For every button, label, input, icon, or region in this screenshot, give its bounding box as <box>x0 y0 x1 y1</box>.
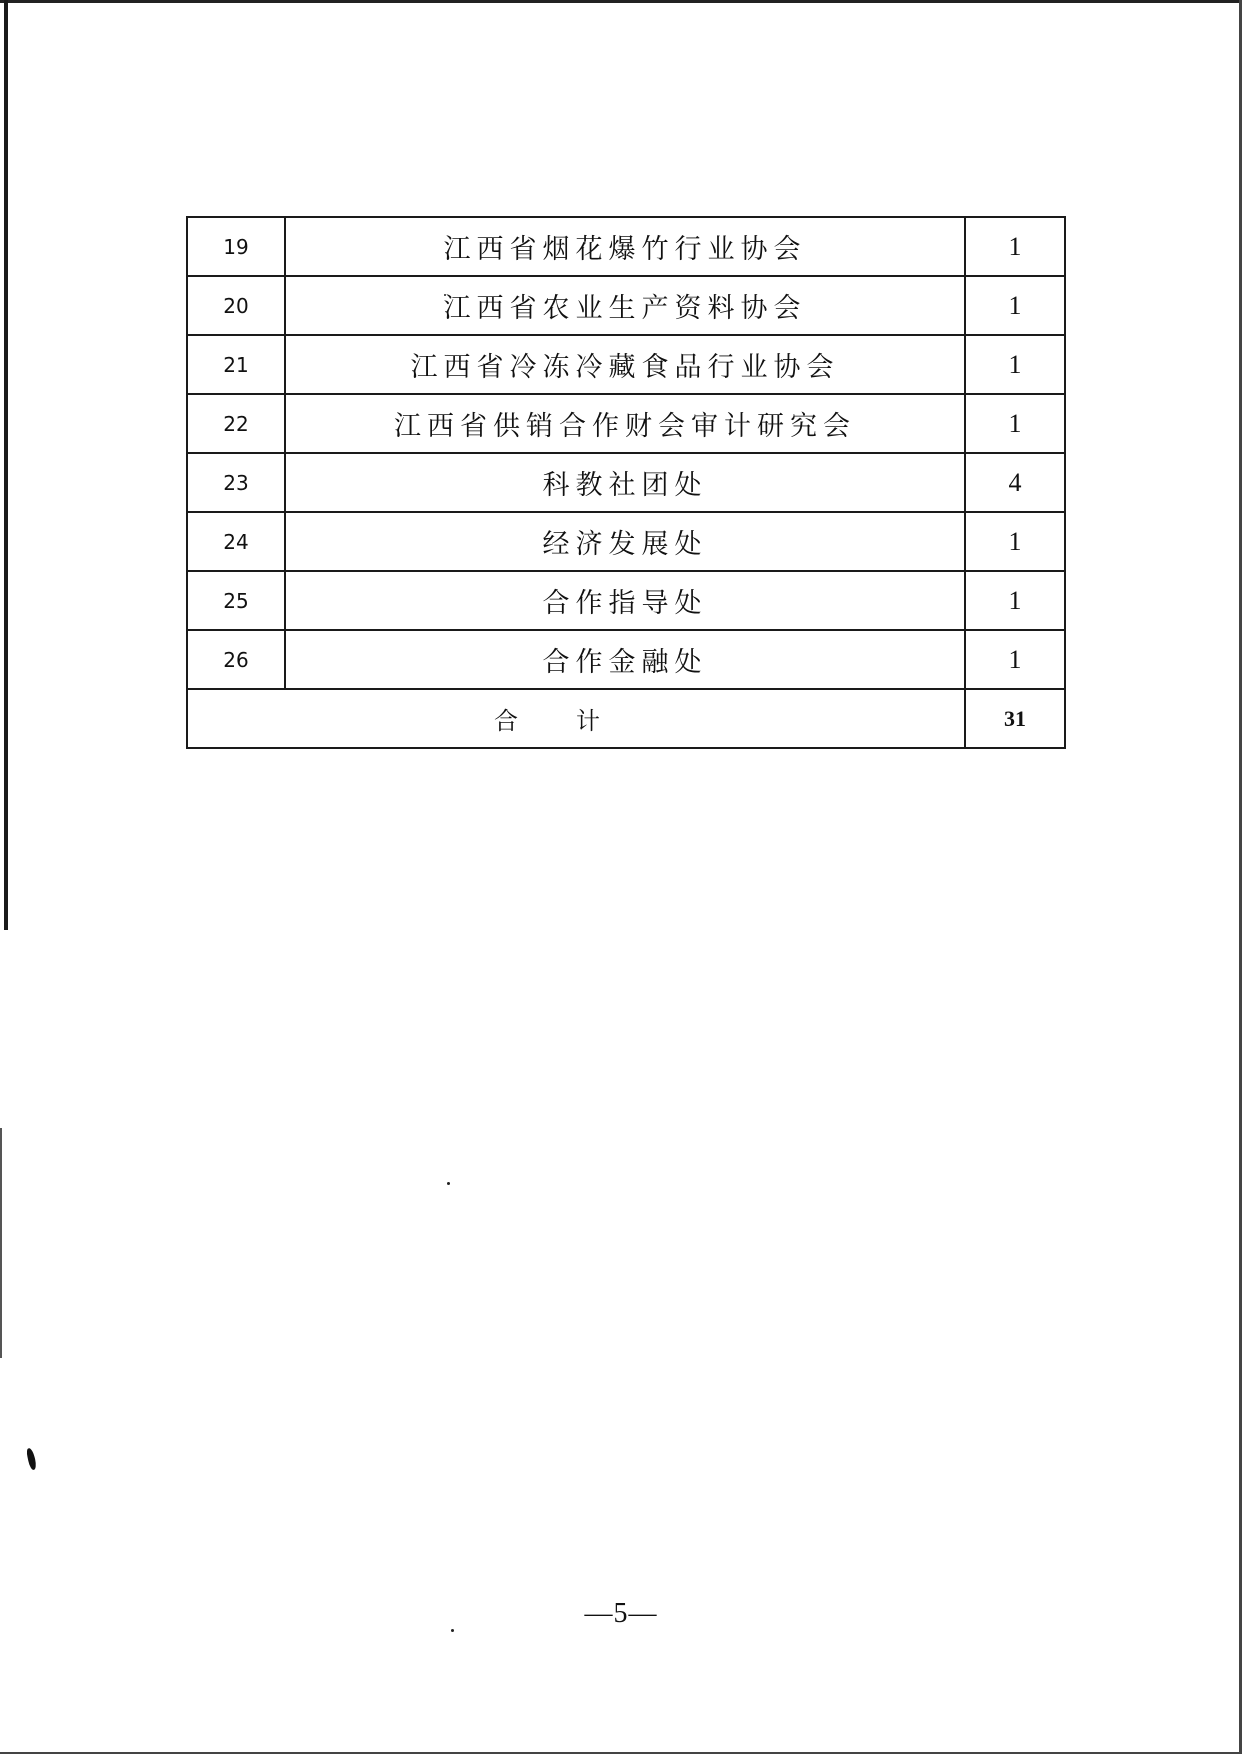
row-count: 1 <box>965 335 1065 394</box>
row-count: 1 <box>965 512 1065 571</box>
row-count: 1 <box>965 571 1065 630</box>
row-count: 1 <box>965 217 1065 276</box>
row-number: 26 <box>187 630 285 689</box>
table-row <box>187 217 1065 276</box>
organization-name: 江西省冷冻冷藏食品行业协会 <box>285 335 965 394</box>
table-row <box>187 394 1065 453</box>
scan-edge-left-lower <box>0 1128 2 1358</box>
table-row <box>187 276 1065 335</box>
row-number: 21 <box>187 335 285 394</box>
organization-name: 江西省烟花爆竹行业协会 <box>285 217 965 276</box>
scan-speck <box>447 1182 450 1185</box>
organization-name: 经济发展处 <box>285 512 965 571</box>
row-number: 20 <box>187 276 285 335</box>
table-row <box>187 630 1065 689</box>
total-row <box>187 689 1065 748</box>
organization-name: 科教社团处 <box>285 453 965 512</box>
row-number: 19 <box>187 217 285 276</box>
organization-name: 江西省农业生产资料协会 <box>285 276 965 335</box>
row-number: 25 <box>187 571 285 630</box>
row-count: 1 <box>965 394 1065 453</box>
organization-name: 江西省供销合作财会审计研究会 <box>285 394 965 453</box>
row-number: 24 <box>187 512 285 571</box>
row-count: 1 <box>965 630 1065 689</box>
scan-edge-top <box>0 0 1242 3</box>
scan-edge-left <box>4 0 8 930</box>
organization-name: 合作金融处 <box>285 630 965 689</box>
row-number: 23 <box>187 453 285 512</box>
organization-name: 合作指导处 <box>285 571 965 630</box>
total-label: 合计 <box>187 689 965 748</box>
ink-blot <box>26 1448 37 1471</box>
row-count: 1 <box>965 276 1065 335</box>
table-row <box>187 335 1065 394</box>
page-number: —5— <box>584 1598 658 1629</box>
row-number: 22 <box>187 394 285 453</box>
organization-table <box>186 216 1066 749</box>
row-count: 4 <box>965 453 1065 512</box>
table-body <box>187 217 1065 748</box>
table-row <box>187 571 1065 630</box>
table-row <box>187 453 1065 512</box>
total-value: 31 <box>965 689 1065 748</box>
table-row <box>187 512 1065 571</box>
